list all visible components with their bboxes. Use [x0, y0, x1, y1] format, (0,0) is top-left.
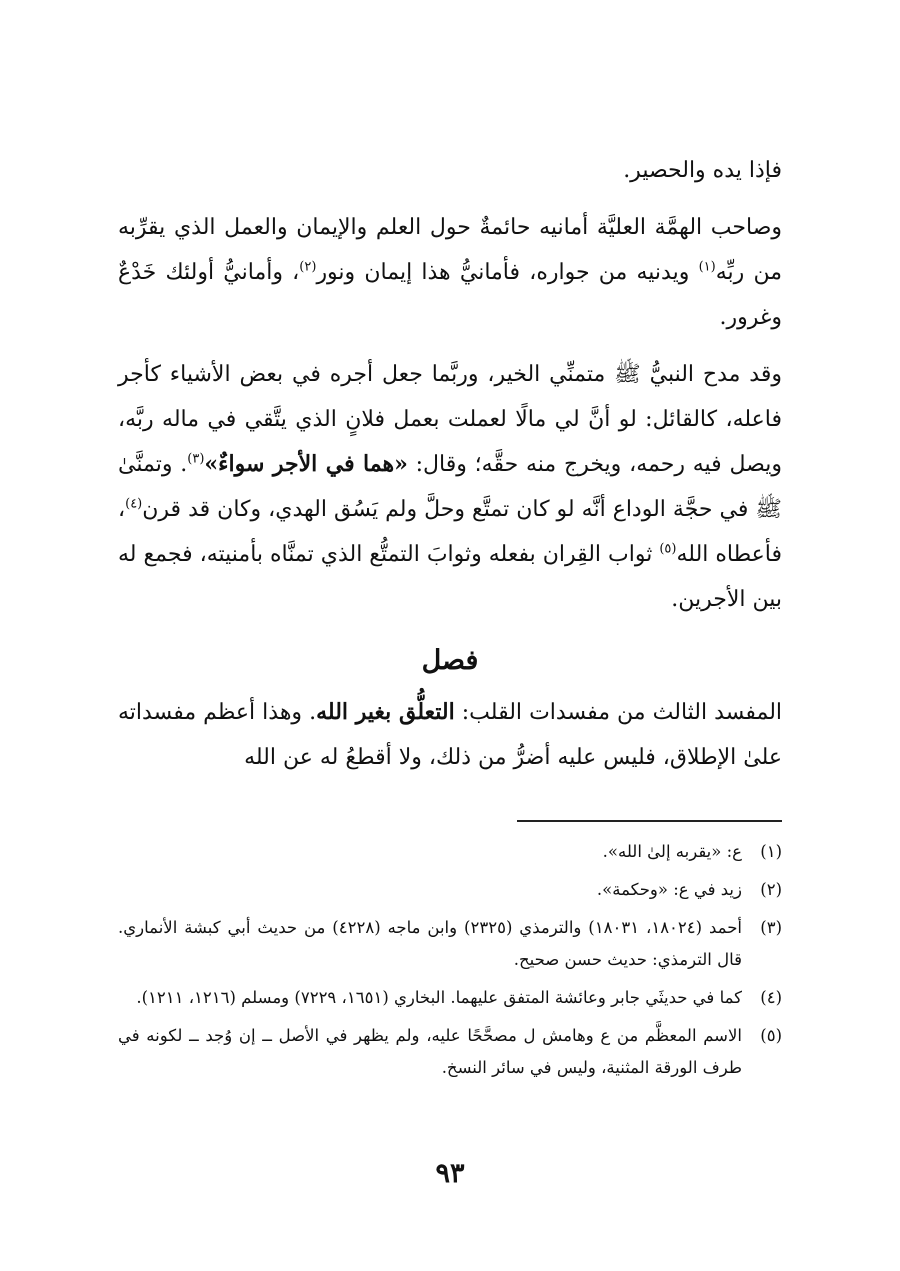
- paragraph-2-text-1: وصاحب الهمَّة العليَّة أمانيه حائمةٌ حول العلم والإيمان والعمل الذي يقرِّبه من ربِّه: [118, 215, 782, 285]
- footnote-number: (٥): [760, 1026, 782, 1045]
- paragraph-3-text-1: وقد مدح النبيُّ ﷺ متمنِّي الخير، وربَّما جعل أجره في بعض الأشياء كأجر فاعله، كالقائل: لو أنَّ لي مالًا لعملت بعمل فلانٍ الذي يتَّقي في ماله ربَّه، ويصل فيه رحمه، ويخرج منه حقَّه؛ وقال:: [118, 362, 782, 477]
- paragraph-4: [118, 690, 782, 780]
- paragraph-3-text-3: ، فأعطاه الله: [118, 497, 782, 567]
- footnote-number: (٤): [760, 988, 782, 1007]
- footnote-divider: [517, 820, 782, 822]
- footnote-item: [118, 836, 782, 868]
- footnote-text: زيد في ع: «وحكمة».: [596, 880, 742, 899]
- section-heading: فصل: [421, 645, 479, 676]
- footnote-text: كما في حديثَي جابر وعائشة المتفق عليهما. البخاري (١٦٥١، ٧٢٢٩) ومسلم (١٢١٦، ١٢١١).: [136, 988, 742, 1007]
- footnote-number: (٣): [760, 918, 782, 937]
- footnote-item: [118, 874, 782, 906]
- footnote-item: [118, 912, 782, 976]
- footnotes: [118, 836, 782, 1090]
- main-text: [118, 148, 782, 792]
- paragraph-3: [118, 352, 782, 622]
- key-term: التعلُّق بغير الله: [316, 699, 455, 725]
- paragraph-4-text-1: المفسد الثالث من مفسدات القلب:: [454, 700, 783, 725]
- hadith-quote: «هما في الأجر سواءٌ»: [204, 451, 408, 477]
- footnote-text: الاسم المعظَّم من ع وهامش ل مصحَّحًا عليه، ولم يظهر في الأصل ــ إن وُجد ــ لكونه في طرف الورقة المثنية، وليس في سائر النسخ.: [118, 1026, 742, 1077]
- footnote-text: أحمد (١٨٠٢٤، ١٨٠٣١) والترمذي (٢٣٢٥) وابن ماجه (٤٢٢٨) من حديث أبي كبشة الأنماري. قال الترمذي: حديث حسن صحيح.: [118, 918, 742, 969]
- footnote-marker-4[interactable]: (٤): [125, 496, 143, 512]
- footnote-item: [118, 982, 782, 1014]
- footnote-marker-1[interactable]: (١): [698, 259, 716, 275]
- footnote-marker-3[interactable]: (٣): [187, 451, 205, 467]
- paragraph-2: [118, 205, 782, 340]
- paragraph-3-text-2: . وتمنَّىٰ ﷺ في حجَّة الوداع أنَّه لو كان تمتَّع وحلَّ ولم يَسُق الهدي، وكان قد قرن: [118, 452, 783, 522]
- footnote-marker-5[interactable]: (٥): [659, 541, 677, 557]
- footnote-item: [118, 1020, 782, 1084]
- paragraph-4-text-2: . وهذا أعظم مفسداته علىٰ الإطلاق، فليس عليه أضرُّ من ذلك، ولا أقطعُ له عن الله: [118, 700, 782, 770]
- paragraph-3-text-4: ثواب القِران بفعله وثوابَ التمتُّع الذي تمنَّاه بأمنيته، فجمع له بين الأجرين.: [117, 542, 782, 612]
- paragraph-2-text-2: ويدنيه من جواره، فأمانيُّ هذا إيمان ونور: [316, 260, 699, 285]
- paragraph-1: فإذا يده والحصير.: [623, 158, 782, 183]
- footnote-number: (٢): [760, 880, 782, 899]
- footnote-text: ع: «يقربه إلىٰ الله».: [602, 842, 742, 861]
- page-number: ٩٣: [435, 1158, 465, 1189]
- footnote-marker-2[interactable]: (٢): [299, 259, 317, 275]
- paragraph-2-text-3: ، وأمانيُّ أولئك خَدْعٌ وغرور.: [118, 260, 782, 330]
- footnote-number: (١): [760, 842, 782, 861]
